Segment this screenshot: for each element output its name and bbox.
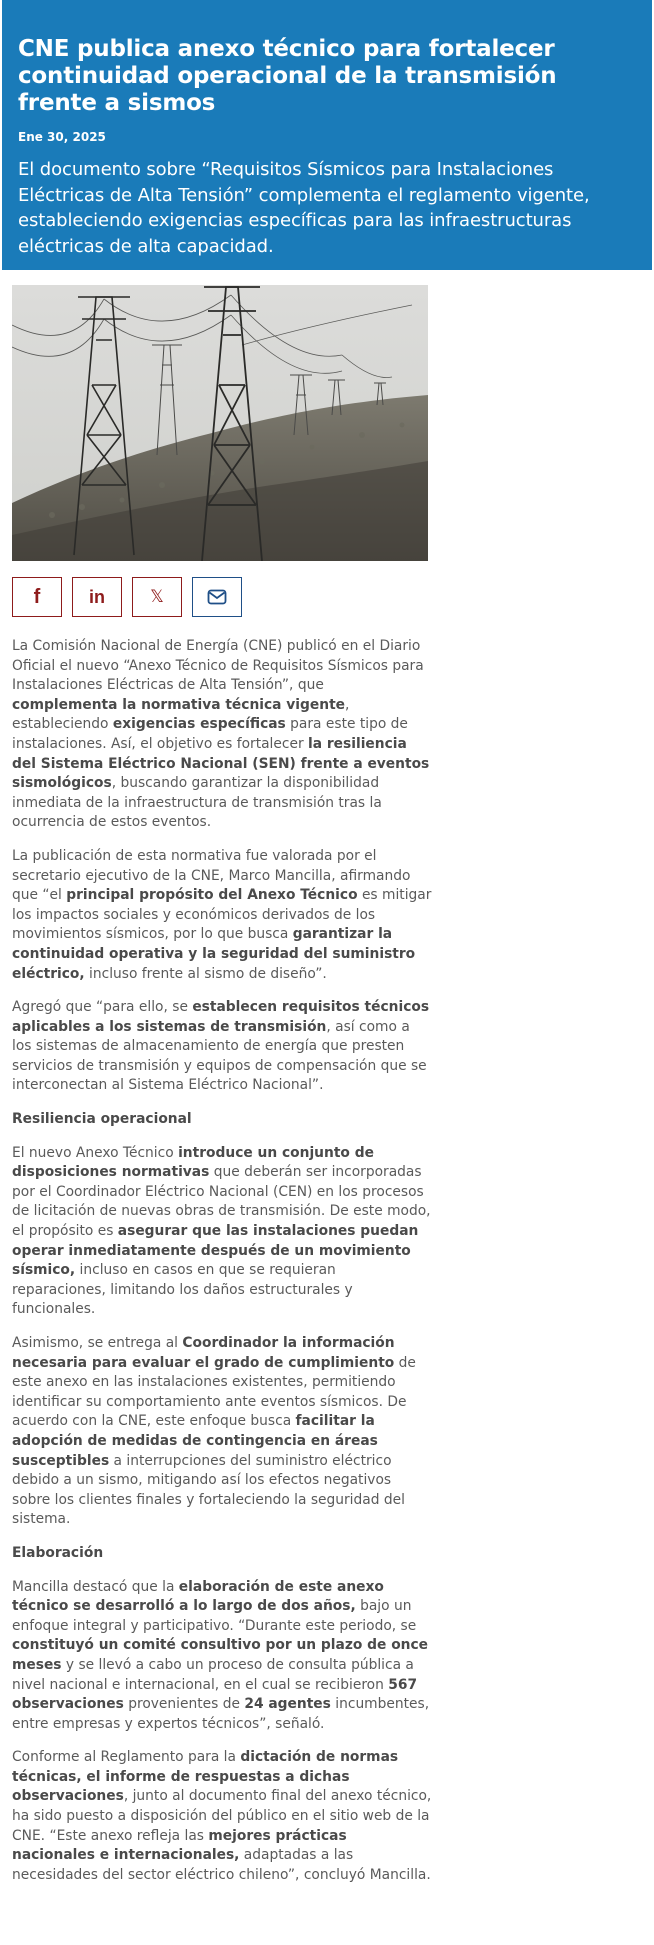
transmission-towers-photo bbox=[12, 285, 428, 561]
publish-date: Ene 30, 2025 bbox=[18, 130, 106, 144]
paragraph-5: Asimismo, se entrega al Coordinador la información necesaria para evaluar el grado de cumplimiento de este anexo en las instalaciones existentes, permitiendo identificar su comportamiento ante eventos sísmicos. De acuerdo con la CNE, este enfoque busca facilitar la adopción de medidas de contingencia en áreas susceptibles a interrupciones del suministro eléctrico debido a un sismo, mitigando así los efectos negativos sobre los clientes finales y fortaleciendo la seguridad del sistema. bbox=[12, 1335, 416, 1528]
paragraph-1: La Comisión Nacional de Energía (CNE) publicó en el Diario Oficial el nuevo “Anexo Técnico de Requisitos Sísmicos para Instalaciones Eléctricas de Alta Tensión”, que complementa la normativa técnica vigente, estableciendo exigencias específicas para este tipo de instalaciones. Así, el objetivo es fortalecer la resiliencia del Sistema Eléctrico Nacional (SEN) frente a eventos sismológicos, buscando garantizar la disponibilidad inmediata de la infraestructura de transmisión tras la ocurrencia de estos eventos. bbox=[12, 638, 430, 831]
facebook-icon: f bbox=[33, 585, 41, 608]
article-title: CNE publica anexo técnico para fortalecer continuidad operacional de la transmisión frente a sismos bbox=[18, 36, 557, 116]
section-heading-elaboracion: Elaboración bbox=[12, 1544, 104, 1561]
x-icon: 𝕏 bbox=[150, 587, 164, 607]
paragraph-3: Agregó que “para ello, se establecen requisitos técnicos aplicables a los sistemas de transmisión, así como a los sistemas de almacenamiento de energía que presten servicios de transmisión y equipos de compensación que se interconectan al Sistema Eléctrico Nacional”. bbox=[12, 999, 430, 1094]
article-header bbox=[2, 0, 652, 270]
share-facebook-button[interactable] bbox=[12, 577, 62, 617]
article-body bbox=[12, 637, 432, 1899]
paragraph-2: La publicación de esta normativa fue valorada por el secretario ejecutivo de la CNE, Marco Mancilla, afirmando que “el principal propósito del Anexo Técnico es mitigar los impactos sociales y económicos derivados de los movimientos sísmicos, por lo que busca garantizar la continuidad operativa y la seguridad del suministro eléctrico, incluso frente al sismo de diseño”. bbox=[12, 847, 432, 982]
paragraph-4: El nuevo Anexo Técnico introduce un conjunto de disposiciones normativas que deberán ser incorporadas por el Coordinador Eléctrico Nacional (CEN) en los procesos de licitación de nuevas obras de transmisión. De este modo, el propósito es asegurar que las instalaciones puedan operar inmediatamente después de un movimiento sísmico, incluso en casos en que se requieran reparaciones, limitando los daños estructurales y funcionales. bbox=[12, 1144, 431, 1318]
share-x-button[interactable] bbox=[132, 577, 182, 617]
share-linkedin-button[interactable] bbox=[72, 577, 122, 617]
paragraph-7: Conforme al Reglamento para la dictación de normas técnicas, el informe de respuestas a dichas observaciones, junto al documento final del anexo técnico, ha sido puesto a disposición del público en el sitio web de la CNE. “Este anexo refleja las mejores prácticas nacionales e internacionales, adaptadas a las necesidades del sector eléctrico chileno”, concluyó Mancilla. bbox=[12, 1749, 432, 1883]
email-icon bbox=[207, 589, 227, 605]
share-email-button[interactable] bbox=[192, 577, 242, 617]
share-bar bbox=[12, 577, 242, 617]
article-lead: El documento sobre “Requisitos Sísmicos para Instalaciones Eléctricas de Alta Tensión” complementa el reglamento vigente, estableciendo exigencias específicas para las infraestructuras eléctricas de alta capacidad. bbox=[18, 159, 590, 257]
linkedin-icon: in bbox=[89, 586, 105, 607]
paragraph-6: Mancilla destacó que la elaboración de este anexo técnico se desarrolló a lo largo de dos años, bajo un enfoque integral y participativo. “Durante este periodo, se constituyó un comité consultivo por un plazo de once meses y se llevó a cabo un proceso de consulta pública a nivel nacional e internacional, en el cual se recibieron 567 observaciones provenientes de 24 agentes incumbentes, entre empresas y expertos técnicos”, señaló. bbox=[12, 1578, 430, 1732]
section-heading-resiliencia: Resiliencia operacional bbox=[12, 1111, 192, 1128]
